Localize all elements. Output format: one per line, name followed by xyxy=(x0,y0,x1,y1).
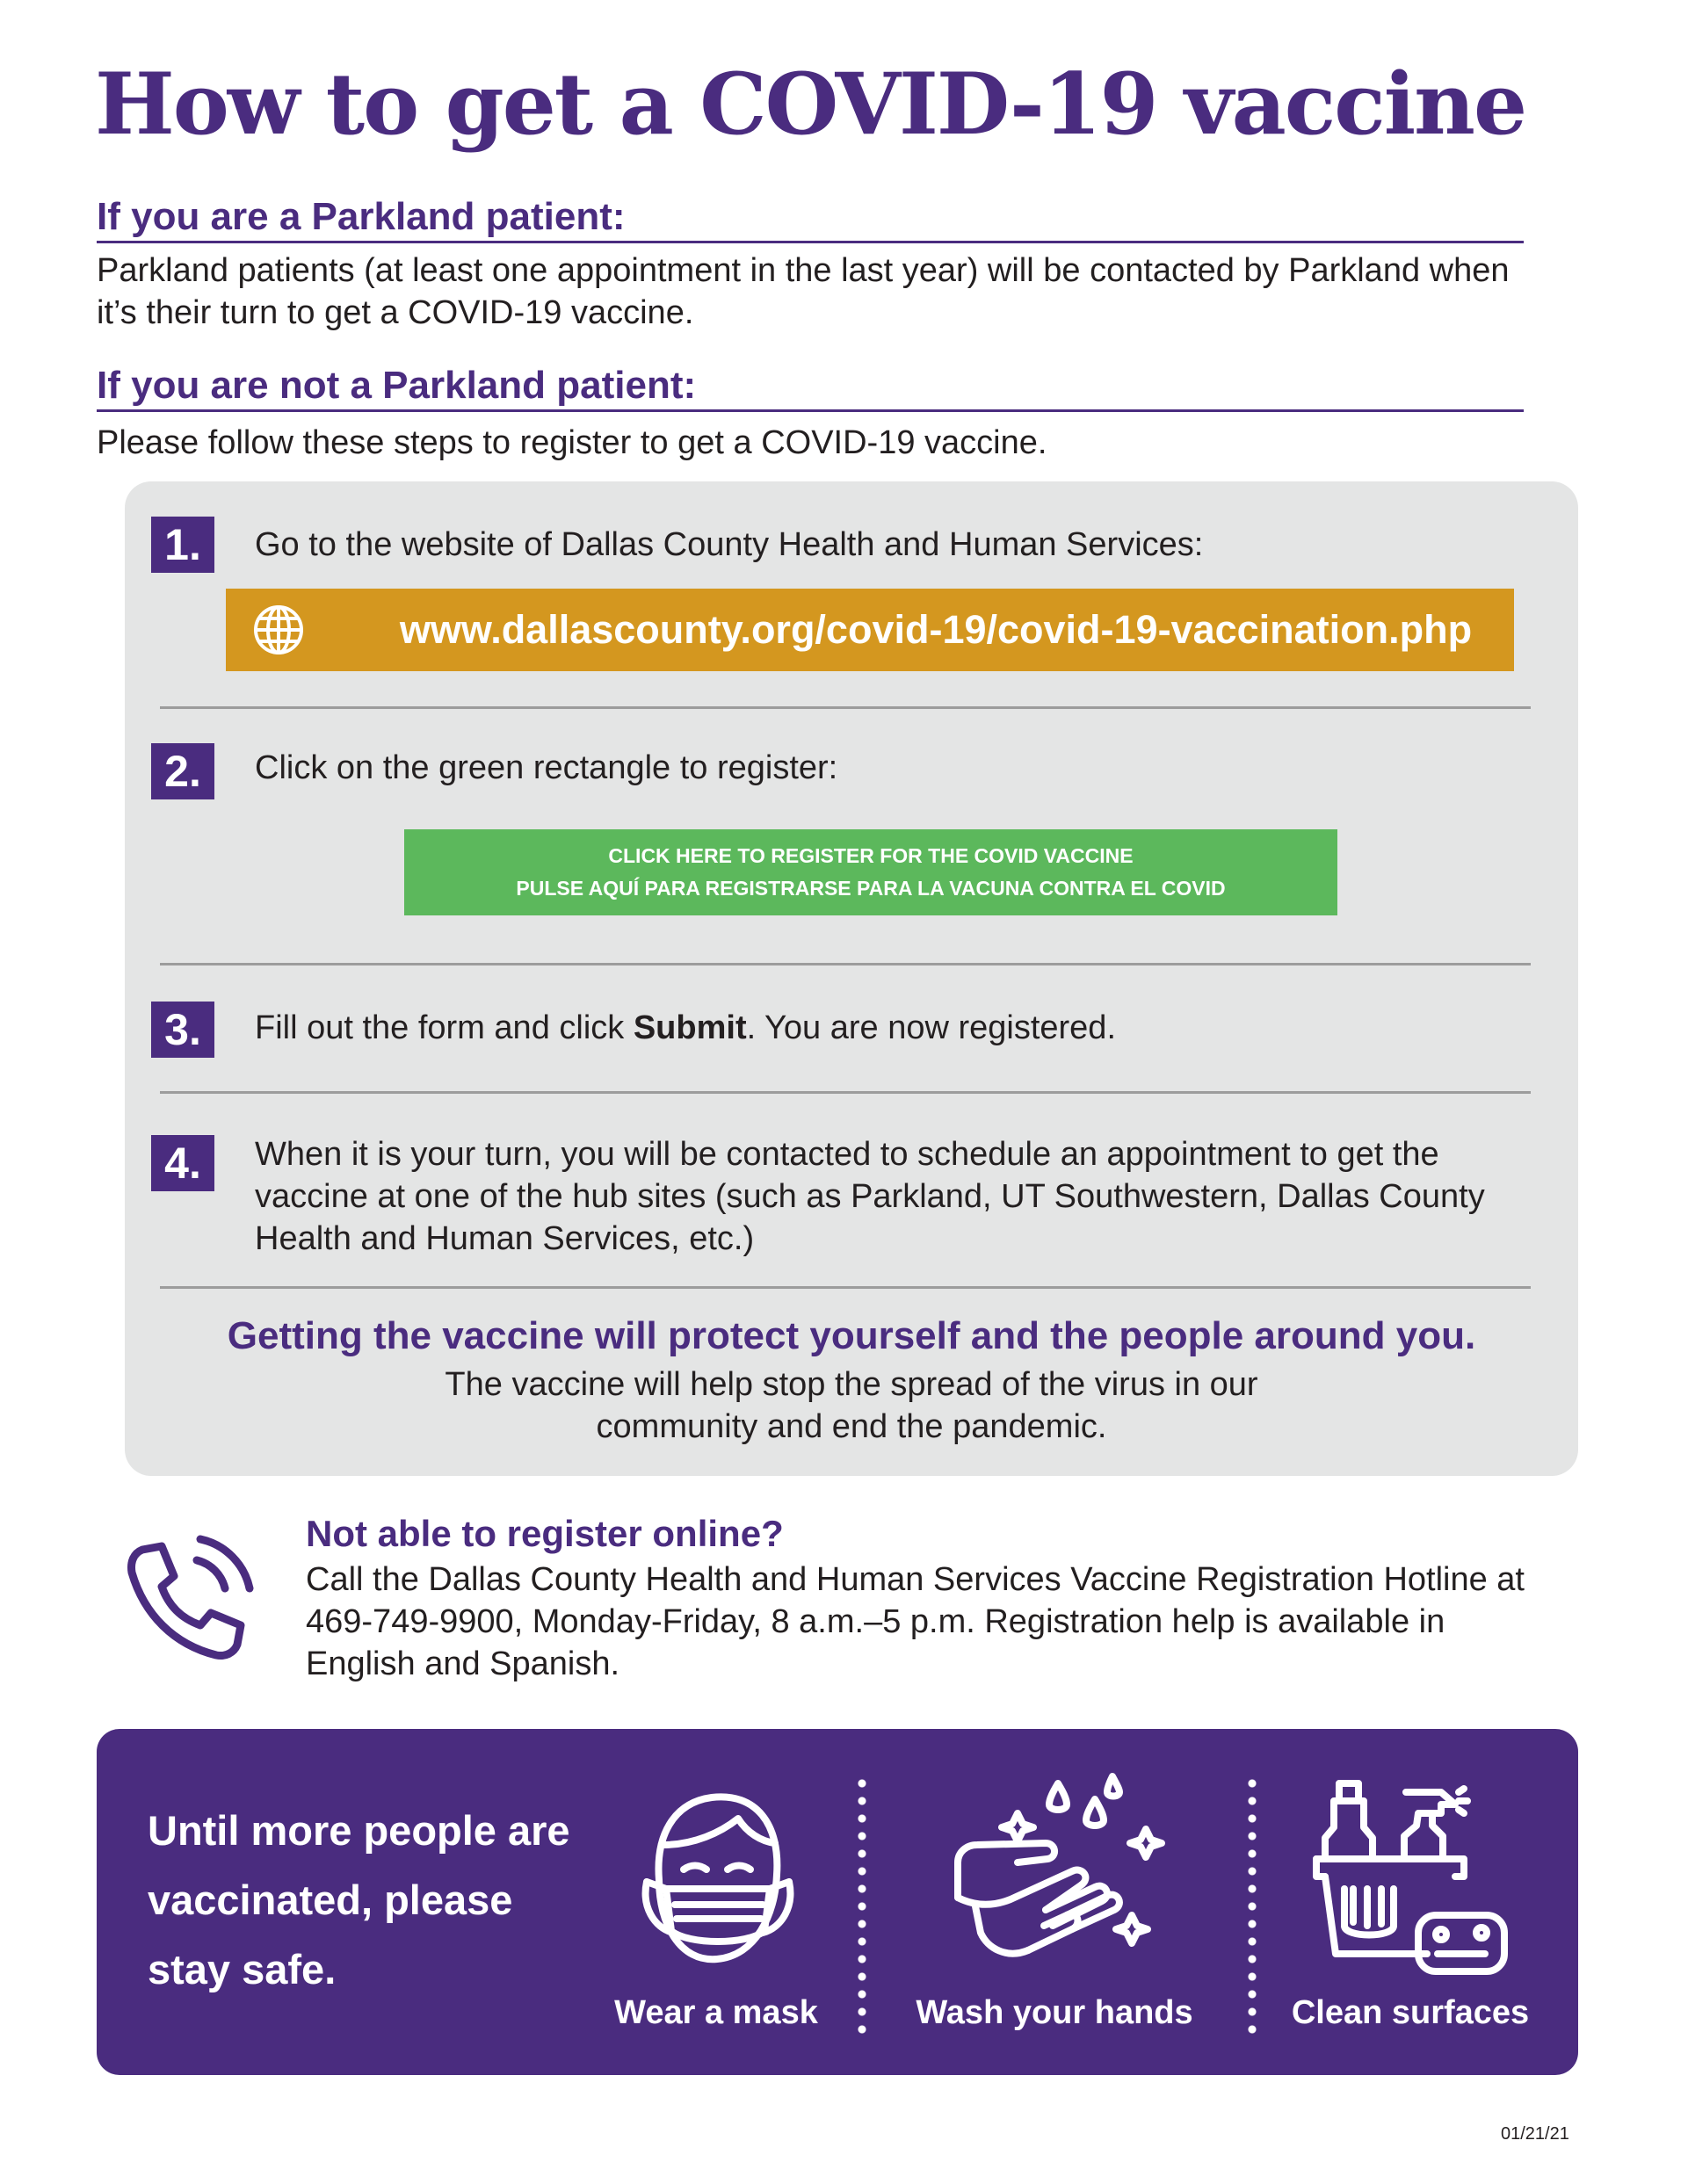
wash-hands-label: Wash your hands xyxy=(916,1994,1193,2031)
step-3-submit-word: Submit xyxy=(633,1009,747,1046)
globe-icon xyxy=(252,604,305,656)
wear-mask-label: Wear a mask xyxy=(614,1994,818,2031)
phone-icon xyxy=(112,1522,262,1671)
step-1-text: Go to the website of Dallas County Health and Human Services: xyxy=(255,526,1204,563)
step-divider xyxy=(160,1091,1531,1094)
step-2-number: 2. xyxy=(151,743,214,799)
step-divider xyxy=(160,963,1531,965)
not-online-heading: Not able to register online? xyxy=(306,1513,784,1554)
step-1-number: 1. xyxy=(151,517,214,573)
step-3-text-end: . You are now registered. xyxy=(746,1009,1117,1046)
parkland-patient-text: Parkland patients (at least one appointment in the last year) will be contacted by Parkland when it’s their turn to get a COVID-19 vaccine. xyxy=(97,252,1510,331)
stay-safe-message: Until more people are vaccinated, please stay safe. xyxy=(148,1807,570,1992)
dotted-divider xyxy=(1248,1775,1257,2038)
date-code: 01/21/21 xyxy=(1501,2124,1569,2144)
step-4-text: When it is your turn, you will be contacted to schedule an appointment to get the vaccine at one of the hub sites (such as Parkland, UT Southwestern, Dallas County Health and Human Services, etc.) xyxy=(255,1136,1485,1257)
cleaning-supplies-icon xyxy=(1309,1775,1511,1982)
dotted-divider xyxy=(858,1775,866,2038)
not-parkland-patient-text: Please follow these steps to register to get a COVID-19 vaccine. xyxy=(97,424,1047,461)
register-button-line-1: CLICK HERE TO REGISTER FOR THE COVID VACCINE xyxy=(608,844,1134,867)
website-link[interactable] xyxy=(226,589,1514,671)
parkland-patient-heading: If you are a Parkland patient: xyxy=(97,195,1524,243)
step-4-number: 4. xyxy=(151,1135,214,1191)
clean-surfaces-label: Clean surfaces xyxy=(1291,1994,1530,2031)
step-3-text xyxy=(255,1007,1529,1049)
not-parkland-patient-heading: If you are not a Parkland patient: xyxy=(97,364,1524,412)
step-3-number: 3. xyxy=(151,1002,214,1058)
register-button-line-2: PULSE AQUÍ PARA REGISTRARSE PARA LA VACUNA CONTRA EL COVID xyxy=(516,877,1226,900)
protect-text: The vaccine will help stop the spread of the virus in our community and end the pandemic. xyxy=(445,1366,1258,1445)
wash-hands-icon xyxy=(940,1766,1177,1977)
step-divider xyxy=(160,706,1531,709)
step-3-text-start: Fill out the form and click xyxy=(255,1009,634,1046)
step-2-text: Click on the green rectangle to register: xyxy=(255,749,838,786)
not-online-text: Call the Dallas County Health and Human Services Vaccine Registration Hotline at 469-749-9900, Monday-Friday, 8 a.m.–5 p.m. Registration help is available in English and Spanish. xyxy=(306,1561,1525,1682)
website-url[interactable]: www.dallascounty.org/covid-19/covid-19-vaccination.php xyxy=(399,607,1473,652)
page-title: How to get a COVID-19 vaccine xyxy=(95,54,1526,154)
register-button[interactable] xyxy=(404,829,1337,915)
step-divider xyxy=(160,1286,1531,1289)
protect-heading: Getting the vaccine will protect yourself and the people around you. xyxy=(227,1314,1476,1357)
mask-icon xyxy=(624,1783,808,1977)
